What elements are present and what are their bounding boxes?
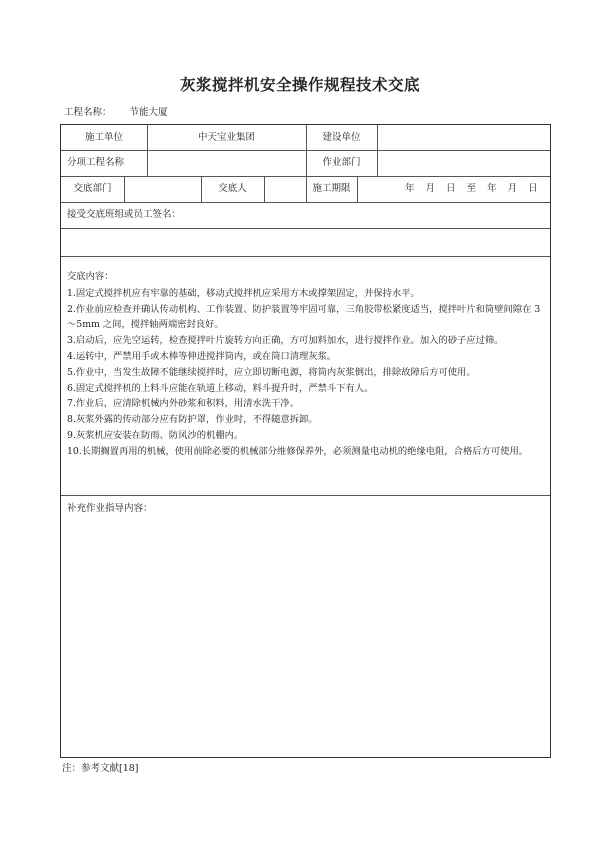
period-label: 施工期限 bbox=[312, 183, 351, 194]
document-title: 灰浆搅拌机安全操作规程技术交底 bbox=[179, 76, 420, 94]
content-item: 8.灰浆外露的传动部分应有防护罩，作业时，不得随意拆卸。 bbox=[67, 414, 318, 426]
column-divider bbox=[357, 176, 358, 202]
column-divider bbox=[264, 176, 265, 202]
work-dept-label: 作业部门 bbox=[322, 157, 361, 168]
row-divider bbox=[61, 228, 550, 229]
content-item: 1.固定式搅拌机应有牢靠的基础，移动式搅拌机应采用方木或撑架固定，并保持水平。 bbox=[67, 287, 420, 299]
reference-note: 注：参考文献[18] bbox=[62, 763, 139, 774]
construction-unit-value: 中天宝业集团 bbox=[197, 132, 255, 143]
content-item: 6.固定式搅拌机的上料斗应能在轨道上移动，料斗提升时，严禁斗下有人。 bbox=[67, 382, 374, 394]
row-divider bbox=[61, 256, 550, 257]
supplement-label: 补充作业指导内容： bbox=[67, 503, 153, 514]
content-item: 9.灰浆机应安装在防雨、防风沙的机棚内。 bbox=[67, 429, 244, 441]
project-label: 工程名称： bbox=[64, 107, 112, 118]
owner-unit-label: 建设单位 bbox=[322, 132, 361, 143]
row-divider bbox=[61, 495, 550, 496]
content-item: 3.启动后，应先空运转，检查搅拌叶片旋转方向正确，方可加料加水，进行搅拌作业。加入的砂子应过筛。 bbox=[67, 335, 504, 347]
signature-label: 接受交底班组或员工签名： bbox=[67, 209, 182, 220]
column-divider bbox=[124, 176, 125, 202]
period-value: 年 月 日 至 年 月 日 bbox=[405, 183, 538, 194]
content-heading: 交底内容： bbox=[67, 271, 114, 282]
row-divider bbox=[61, 202, 550, 203]
content-item: 2.作业前应检查并确认传动机构、工作装置、防护装置等牢固可靠，三角胶带松紧度适当，搅拌叶片和筒壁间隙在 3～5mm 之间，搅拌轴两端密封良好。 bbox=[67, 303, 541, 331]
content-item: 4.运转中，严禁用手或木棒等伸进搅拌筒内，或在筒口清理灰浆。 bbox=[67, 350, 337, 362]
content-item: 5.作业中，当发生故障不能继续搅拌时，应立即切断电源，将筒内灰浆倒出，排除故障后方可使用。 bbox=[67, 366, 476, 378]
handover-content bbox=[67, 269, 547, 460]
project-line bbox=[64, 104, 168, 118]
handover-person-label: 交底人 bbox=[218, 183, 247, 194]
handover-form-table bbox=[60, 124, 551, 758]
handover-dept-label: 交底部门 bbox=[73, 183, 112, 194]
construction-unit-label: 施工单位 bbox=[84, 132, 123, 143]
content-item: 7.作业后，应清除机械内外砂浆和积料，用清水洗干净。 bbox=[67, 398, 299, 410]
project-value: 节能大厦 bbox=[129, 107, 168, 118]
subproject-label: 分项工程名称 bbox=[67, 157, 125, 168]
column-divider bbox=[377, 125, 378, 176]
content-item: 10.长期搁置再用的机械，使用前除必要的机械部分维修保养外，必须测量电动机的绝缘电阻，合格后方可使用。 bbox=[67, 445, 529, 457]
